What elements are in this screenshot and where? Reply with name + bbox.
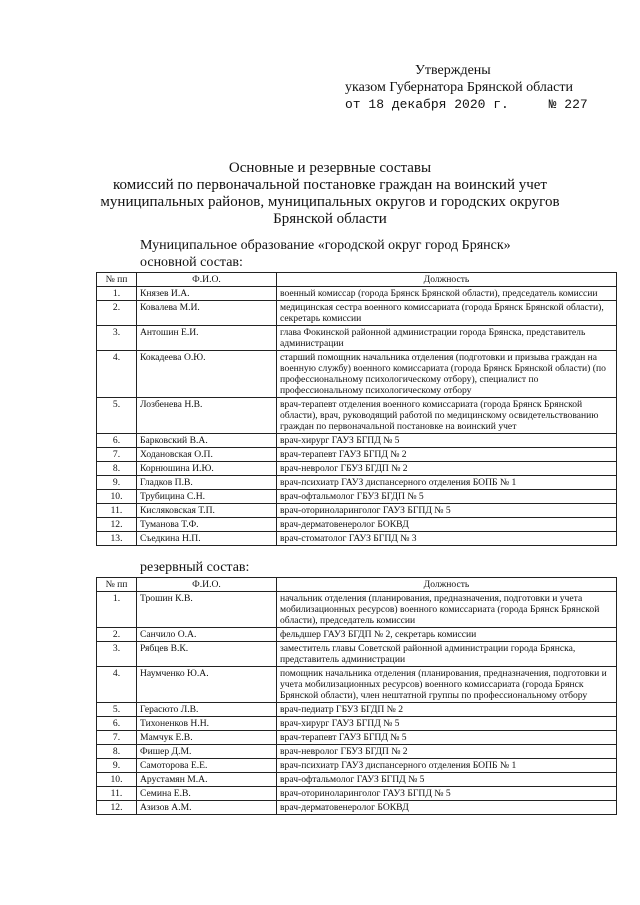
member-name: Трубицина С.Н.: [137, 490, 277, 504]
member-position: врач-педиатр ГБУЗ БГДП № 2: [277, 703, 617, 717]
member-position: врач-оториноларинголог ГАУЗ БГПД № 5: [277, 787, 617, 801]
row-number: 1.: [97, 287, 137, 301]
table-row: [97, 731, 617, 745]
row-number: 4.: [97, 351, 137, 398]
table-row: [97, 759, 617, 773]
row-number: 4.: [97, 667, 137, 703]
row-number: 3.: [97, 326, 137, 351]
member-position: старший помощник начальника отделения (подготовки и призыва граждан на военную службу) военного комиссариата (города Брянск Брянской области) (по профессиональному психологическому отбору), специалист по профессиональному психологическому отбору: [277, 351, 617, 398]
row-number: 12.: [97, 518, 137, 532]
row-number: 2.: [97, 628, 137, 642]
row-number: 10.: [97, 773, 137, 787]
approval-date-prefix: от: [345, 97, 361, 112]
row-number: 7.: [97, 731, 137, 745]
table-row: [97, 398, 617, 434]
table-row: [97, 490, 617, 504]
member-name: Санчило О.А.: [137, 628, 277, 642]
member-name: Герасюто Л.В.: [137, 703, 277, 717]
member-position: врач-терапевт ГАУЗ БГПД № 5: [277, 731, 617, 745]
header-name: Ф.И.О.: [137, 578, 277, 592]
title-line: муниципальных районов, муниципальных округов и городских округов: [100, 194, 560, 210]
row-number: 8.: [97, 462, 137, 476]
row-number: 7.: [97, 448, 137, 462]
header-name: Ф.И.О.: [137, 273, 277, 287]
member-position: медицинская сестра военного комиссариата (города Брянск Брянской области), секретарь комиссии: [277, 301, 617, 326]
member-position: начальник отделения (планирования, предназначения, подготовки и учета мобилизационных ресурсов) военного комиссариата (города Брянск Брянской области), председатель комиссии: [277, 592, 617, 628]
table-row: [97, 448, 617, 462]
member-position: врач-дерматовенеролог БОКВД: [277, 518, 617, 532]
member-position: врач-хирург ГАУЗ БГПД № 5: [277, 434, 617, 448]
member-name: Тихоненков Н.Н.: [137, 717, 277, 731]
member-position: глава Фокинской районной администрации города Брянска, представитель администрации: [277, 326, 617, 351]
table-row: [97, 326, 617, 351]
title-line: комиссий по первоначальной постановке граждан на воинский учет: [113, 177, 547, 193]
table-row: [97, 462, 617, 476]
member-position: врач-терапевт ГАУЗ БГПД № 2: [277, 448, 617, 462]
member-position: врач-офтальмолог ГБУЗ БГДП № 5: [277, 490, 617, 504]
member-name: Кисляковская Т.П.: [137, 504, 277, 518]
row-number: 10.: [97, 490, 137, 504]
member-position: заместитель главы Советской районной администрации города Брянска, представитель администрации: [277, 642, 617, 667]
title-line: Основные и резервные составы: [228, 160, 432, 176]
table-row: [97, 773, 617, 787]
table-header-row: [97, 273, 617, 287]
member-position: военный комиссар (города Брянск Брянской области), председатель комиссии: [277, 287, 617, 301]
member-name: Арустамян М.А.: [137, 773, 277, 787]
reserve-composition-table: [96, 577, 617, 815]
member-name: Рябцев В.К.: [137, 642, 277, 667]
table-row: [97, 628, 617, 642]
table-row: [97, 518, 617, 532]
row-number: 13.: [97, 532, 137, 546]
member-name: Ковалева М.И.: [137, 301, 277, 326]
approval-title: Утверждены: [415, 63, 491, 78]
member-position: врач-терапевт отделения военного комиссариата (города Брянск Брянской области), врач, руководящий работой по медицинскому освидетельствованию граждан по первоначальной постановке на воинский учет: [277, 398, 617, 434]
member-name: Корнюшина И.Ю.: [137, 462, 277, 476]
table-row: [97, 434, 617, 448]
member-position: врач-хирург ГАУЗ БГПД № 5: [277, 717, 617, 731]
member-name: Самоторова Е.Е.: [137, 759, 277, 773]
member-name: Туманова Т.Ф.: [137, 518, 277, 532]
member-name: Съедкина Н.П.: [137, 532, 277, 546]
row-number: 11.: [97, 504, 137, 518]
member-name: Семина Е.В.: [137, 787, 277, 801]
member-position: врач-офтальмолог ГАУЗ БГПД № 5: [277, 773, 617, 787]
table-row: [97, 476, 617, 490]
member-name: Князев И.А.: [137, 287, 277, 301]
header-position: Должность: [277, 578, 617, 592]
member-position: врач-невролог ГБУЗ БГДП № 2: [277, 745, 617, 759]
member-name: Лозбенева Н.В.: [137, 398, 277, 434]
member-name: Фишер Д.М.: [137, 745, 277, 759]
member-position: врач-невролог ГБУЗ БГДП № 2: [277, 462, 617, 476]
member-name: Азизов А.М.: [137, 801, 277, 815]
member-name: Ходановская О.П.: [137, 448, 277, 462]
title-line: Брянской области: [273, 211, 387, 227]
member-name: Антошин Е.И.: [137, 326, 277, 351]
document-title: [60, 160, 600, 228]
row-number: 11.: [97, 787, 137, 801]
table-row: [97, 703, 617, 717]
row-number: 2.: [97, 301, 137, 326]
main-composition-table: [96, 272, 617, 546]
table-row: [97, 642, 617, 667]
member-name: Мамчук Е.В.: [137, 731, 277, 745]
member-position: врач-психиатр ГАУЗ диспансерного отделения БОПБ № 1: [277, 476, 617, 490]
member-position: помощник начальника отделения (планирования, предназначения, подготовки и учета мобилизационных ресурсов) военного комиссариата (города Брянск Брянской области), член нештатной группы по профессиональному отбору: [277, 667, 617, 703]
table-row: [97, 532, 617, 546]
municipality-heading: Муниципальное образование «городской округ город Брянск»: [140, 238, 511, 253]
table-row: [97, 717, 617, 731]
row-number: 5.: [97, 398, 137, 434]
approval-date-line: [345, 96, 615, 113]
member-position: врач-оториноларинголог ГАУЗ БГПД № 5: [277, 504, 617, 518]
reserve-composition-label: резервный состав:: [140, 560, 250, 575]
member-position: врач-стоматолог ГАУЗ БГПД № 3: [277, 532, 617, 546]
member-name: Барковский В.А.: [137, 434, 277, 448]
row-number: 3.: [97, 642, 137, 667]
member-name: Гладков П.В.: [137, 476, 277, 490]
approval-number: № 227: [548, 97, 588, 112]
member-name: Кокадеева О.Ю.: [137, 351, 277, 398]
member-position: врач-дерматовенеролог БОКВД: [277, 801, 617, 815]
row-number: 8.: [97, 745, 137, 759]
table-row: [97, 287, 617, 301]
row-number: 1.: [97, 592, 137, 628]
header-num: № пп: [97, 578, 137, 592]
approval-block: [345, 62, 615, 113]
row-number: 9.: [97, 476, 137, 490]
table-row: [97, 351, 617, 398]
row-number: 12.: [97, 801, 137, 815]
header-position: Должность: [277, 273, 617, 287]
table-row: [97, 592, 617, 628]
table-row: [97, 667, 617, 703]
table-row: [97, 787, 617, 801]
table-row: [97, 504, 617, 518]
row-number: 6.: [97, 717, 137, 731]
row-number: 6.: [97, 434, 137, 448]
row-number: 9.: [97, 759, 137, 773]
member-position: врач-психиатр ГАУЗ диспансерного отделения БОПБ № 1: [277, 759, 617, 773]
header-num: № пп: [97, 273, 137, 287]
table-row: [97, 301, 617, 326]
table-row: [97, 745, 617, 759]
table-header-row: [97, 578, 617, 592]
approval-decree: указом Губернатора Брянской области: [345, 80, 573, 95]
member-position: фельдшер ГАУЗ БГДП № 2, секретарь комиссии: [277, 628, 617, 642]
main-composition-label: основной состав:: [140, 255, 243, 270]
member-name: Наумченко Ю.А.: [137, 667, 277, 703]
row-number: 5.: [97, 703, 137, 717]
table-row: [97, 801, 617, 815]
approval-date: 18 декабря 2020 г.: [368, 97, 509, 112]
member-name: Трошин К.В.: [137, 592, 277, 628]
